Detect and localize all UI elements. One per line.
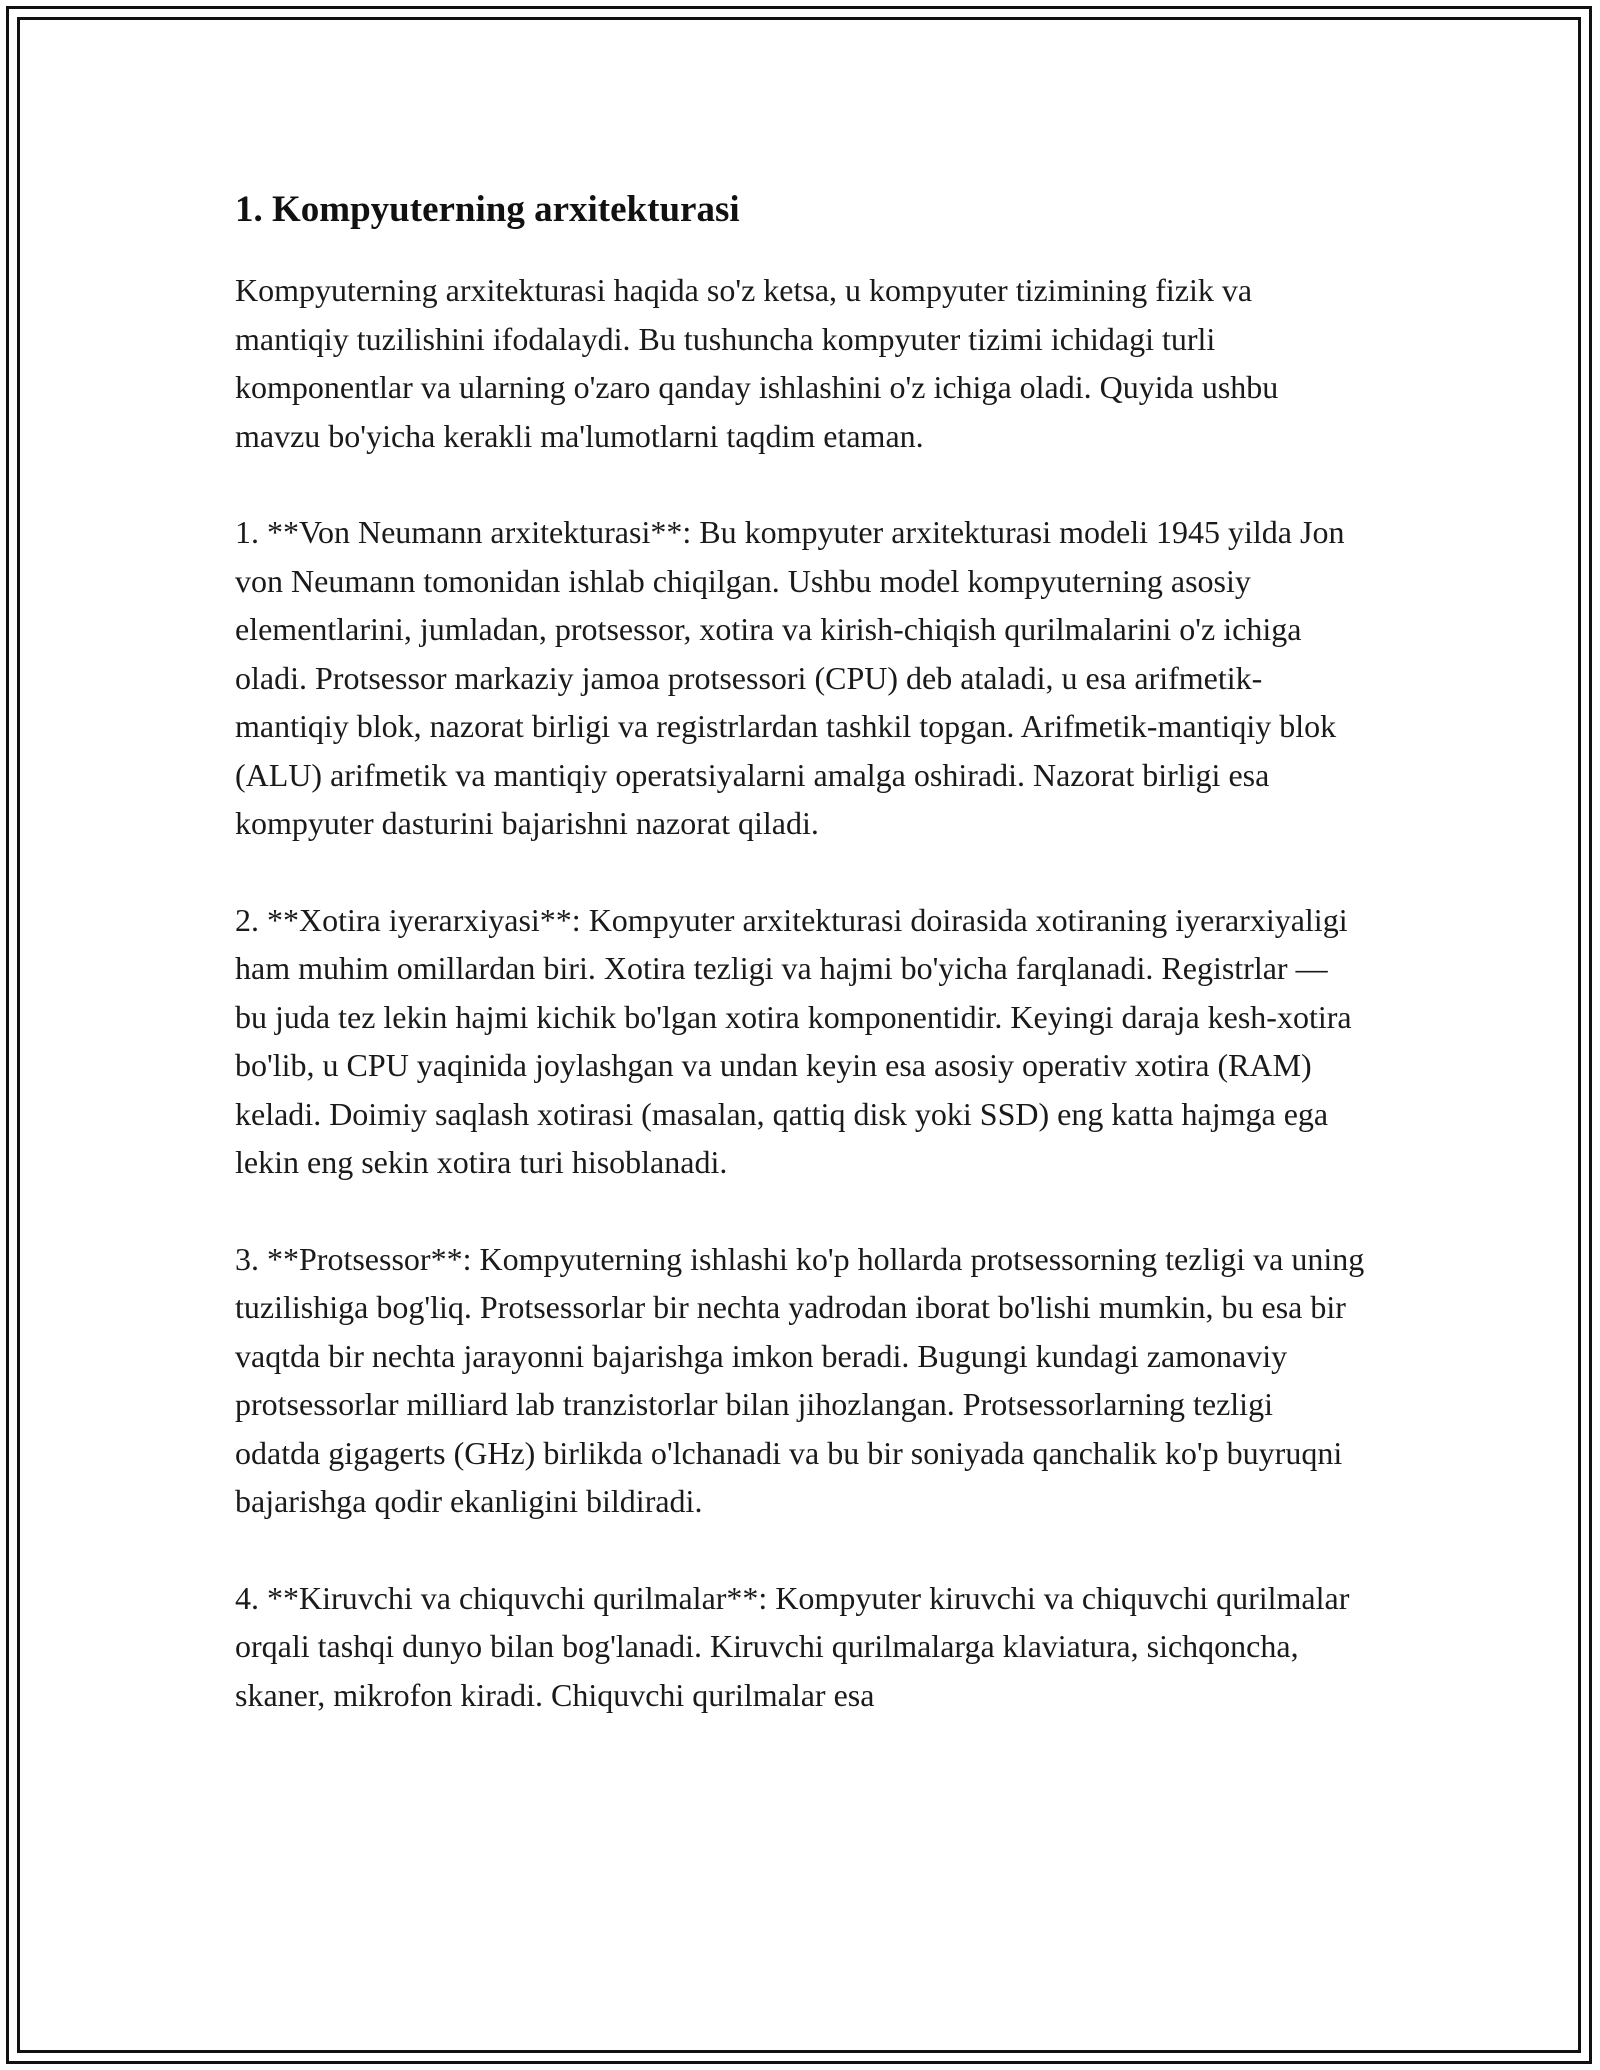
paragraph-memory-hierarchy: 2. **Xotira iyerarxiyasi**: Kompyuter arxitekturasi doirasida xotiraning iyerarxiyaligi ham muhim omillardan biri. Xotira tezligi va hajmi bo'yicha farqlanadi. Registrlar — bu juda tez lekin hajmi kichik bo'lgan xotira komponentidir. Keyingi daraja kesh-xotira bo'lib, u CPU yaqinida joylashgan va undan keyin esa asosiy operativ xotira (RAM) keladi. Doimiy saqlash xotirasi (masalan, qattiq disk yoki SSD) eng katta hajmga ega lekin eng sekin xotira turi hisoblanadi. (235, 901, 1352, 1180)
page-title: 1. Kompyuterning arxitekturasi (235, 189, 740, 230)
paragraph-von-neumann: 1. **Von Neumann arxitekturasi**: Bu kompyuter arxitekturasi modeli 1945 yilda Jon von Neumann tomonidan ishlab chiqilgan. Ushbu model kompyuterning asosiy elementlarini, jumladan, protsessor, xotira va kirish-chiqish qurilmalarini o'z ichiga oladi. Protsessor markaziy jamoa protsessori (CPU) deb ataladi, u esa arifmetik-mantiqiy blok, nazorat birligi va registrlardan tashkil topgan. Arifmetik-mantiqiy blok (ALU) arifmetik va mantiqiy operatsiyalarni amalga oshiradi. Nazorat birligi esa kompyuter dasturini bajarishni nazorat qiladi. (235, 514, 1345, 841)
paragraph-processor: 3. **Protsessor**: Kompyuterning ishlashi ko'p hollarda protsessorning tezligi va uning tuzilishiga bog'liq. Protsessorlar bir nechta yadrodan iborat bo'lishi mumkin, bu esa bir vaqtda bir nechta jarayonni bajarishga imkon beradi. Bugungi kundagi zamonaviy protsessorlar milliard lab tranzistorlar bilan jihozlangan. Protsessorlarning tezligi odatda gigagerts (GHz) birlikda o'lchanadi va bu bir soniyada qanchalik ko'p buyruqni bajarishga qodir ekanligini bildiradi. (235, 1240, 1365, 1519)
paragraph-intro: Kompyuterning arxitekturasi haqida so'z ketsa, u kompyuter tizimining fizik va mantiqiy tuzilishini ifodalaydi. Bu tushuncha kompyuter tizimi ichidagi turli komponentlar va ularning o'zaro qanday ishlashini o'z ichiga oladi. Quyida ushbu mavzu bo'yicha kerakli ma'lumotlarni taqdim etaman. (235, 272, 1279, 454)
paragraph-io-devices: 4. **Kiruvchi va chiquvchi qurilmalar**: Kompyuter kiruvchi va chiquvchi qurilmalar orqali tashqi dunyo bilan bog'lanadi. Kiruvchi qurilmalarga klaviatura, sichqoncha, skaner, mikrofon kiradi. Chiquvchi qurilmalar esa (235, 1579, 1350, 1713)
document-body (235, 184, 1365, 1767)
